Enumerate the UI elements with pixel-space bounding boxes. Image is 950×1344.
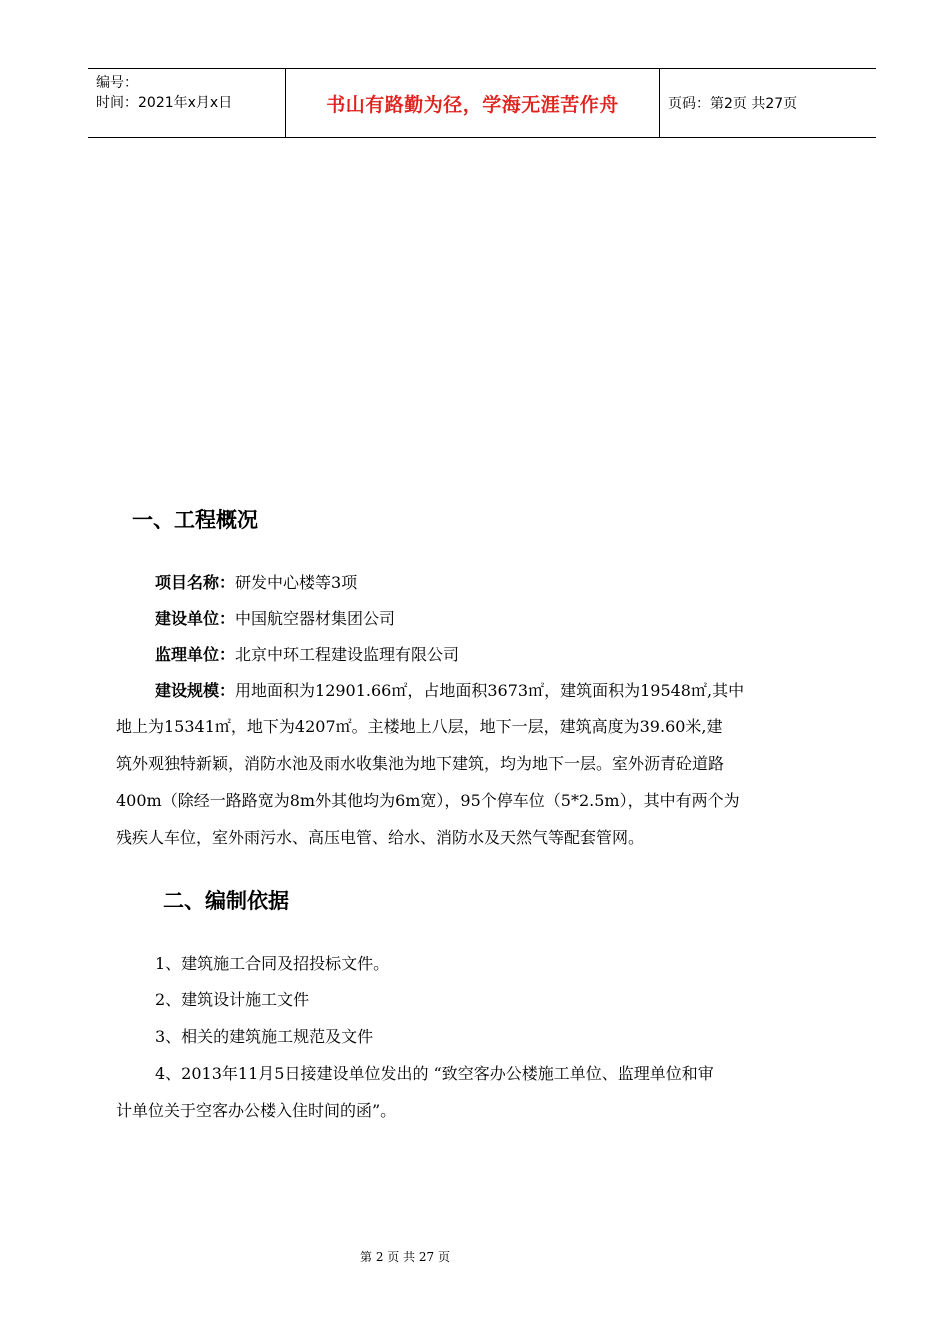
scale-line-5: 残疾人车位，室外雨污水、高压电管、给水、消防水及天然气等配套管网。: [116, 828, 645, 847]
builder-value: 中国航空器材集团公司: [235, 609, 396, 628]
scale-text-1: 用地面积为12901.66㎡，占地面积3673㎡，建筑面积为19548㎡,其中: [235, 681, 745, 700]
scale-label: 建设规模：: [155, 681, 236, 700]
section-title-overview: 一、工程概况: [132, 508, 258, 532]
page-footer: 第 2 页 共 27 页: [360, 1250, 450, 1264]
project-name-value: 研发中心楼等3项: [235, 573, 358, 592]
number-label: 编号：: [96, 75, 138, 91]
header-meta: [88, 69, 286, 137]
project-name-line: [155, 573, 357, 593]
basis-item-3: 3、相关的建筑施工规范及文件: [155, 1027, 374, 1046]
basis-item-4: 4、2013年11月5日接建设单位发出的 “致空客办公楼施工单位、监理单位和审: [155, 1064, 714, 1083]
builder-label: 建设单位：: [155, 609, 236, 628]
scale-line-3: 筑外观独特新颖，消防水池及雨水收集池为地下建筑，均为地下一层。室外沥青砼道路: [116, 754, 725, 773]
basis-item-2: 2、建筑设计施工文件: [155, 990, 310, 1009]
project-name-label: 项目名称：: [155, 573, 236, 592]
basis-item-1: 1、建筑施工合同及招投标文件。: [155, 954, 390, 973]
header-motto: 书山有路勤为径，学海无涯苦作舟: [286, 69, 660, 137]
basis-item-4-cont: 计单位关于空客办公楼入住时间的函”。: [116, 1101, 397, 1120]
page-header: [88, 68, 876, 138]
time-label: 时间：2021年x月x日: [96, 95, 233, 111]
header-page-info: 页码：第2页 共27页: [668, 96, 798, 112]
scale-line-2: 地上为15341㎡，地下为4207㎡。主楼地上八层，地下一层，建筑高度为39.60米,建: [116, 717, 723, 736]
supervisor-value: 北京中环工程建设监理有限公司: [235, 645, 460, 664]
supervisor-line: [155, 645, 459, 665]
supervisor-label: 监理单位：: [155, 645, 236, 664]
builder-line: [155, 609, 395, 629]
scale-line-1: [155, 681, 744, 701]
scale-line-4: 400m（除经一路路宽为8m外其他均为6m宽），95个停车位（5*2.5m），其中有两个为: [116, 791, 740, 810]
section-title-basis: 二、编制依据: [163, 889, 289, 913]
